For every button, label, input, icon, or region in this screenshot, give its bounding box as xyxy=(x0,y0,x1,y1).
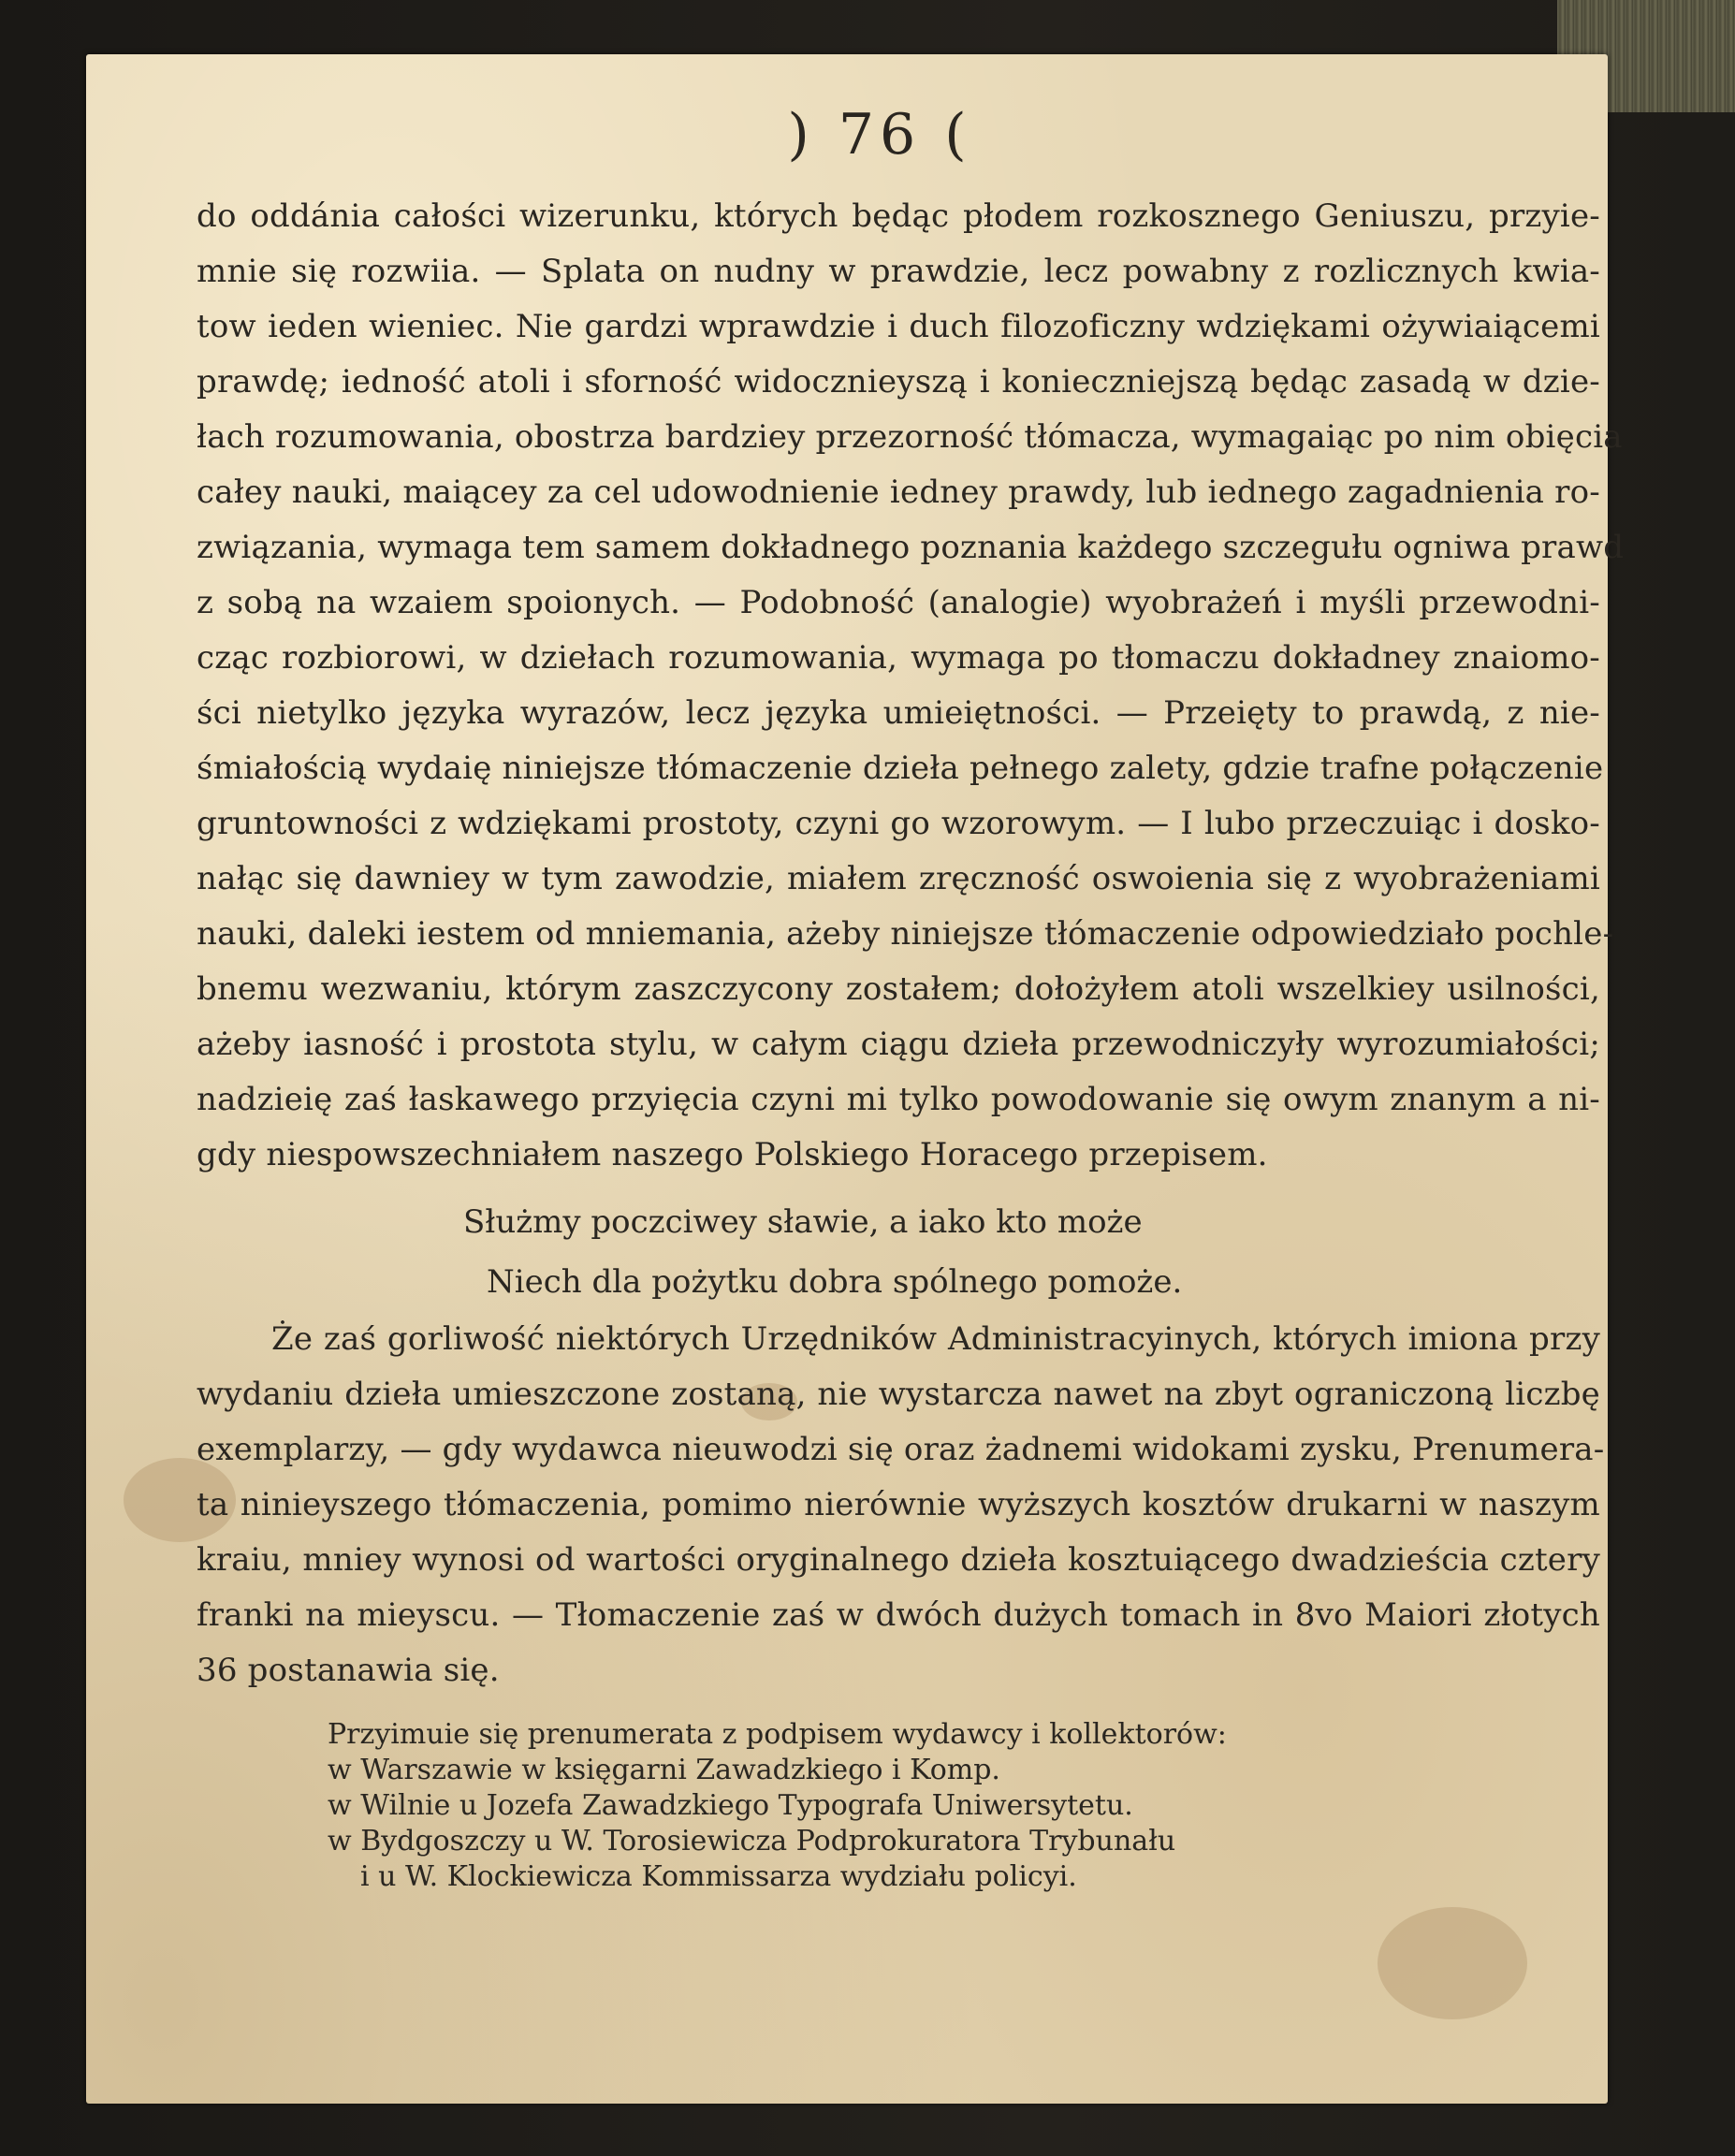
text-line: franki na mieyscu. — Tłomaczenie zaś w dwóch dużych tomach in 8vo Maiori złotych xyxy=(197,1596,1600,1634)
text-line: nadzieię zaś łaskawego przyięcia czyni mi tylko powodowanie się owym znanym a ni- xyxy=(197,1081,1600,1118)
text-line: wydaniu dzieła umieszczone zostaną, nie wystarcza nawet na zbyt ograniczoną liczbę xyxy=(197,1376,1600,1413)
text-line: mnie się rozwiia. — Splata on nudny w prawdzie, lecz powabny z rozlicznych kwia- xyxy=(197,253,1600,290)
text-line: gdy niespowszechniałem naszego Polskiego Horacego przepisem. xyxy=(197,1136,1268,1173)
text-line: gruntowności z wdziękami prostoty, czyni go wzorowym. — I lubo przeczuiąc i dosko- xyxy=(197,805,1600,842)
text-line: 36 postanawia się. xyxy=(197,1652,500,1689)
text-line: Że zaś gorliwość niektórych Urzędników Administracyinych, których imiona przy xyxy=(271,1320,1600,1358)
notice-line: w Bydgoszczy u W. Torosiewicza Podprokuratora Trybunału xyxy=(328,1825,1176,1857)
paper-stain xyxy=(1378,1907,1527,2019)
text-line: bnemu wezwaniu, którym zaszczycony zostałem; dołożyłem atoli wszelkiey usilności, xyxy=(197,970,1600,1008)
page-text xyxy=(197,101,1625,1895)
text-line: całey nauki, maiącey za cel udowodnienie iedney prawdy, lub iednego zagadnienia ro- xyxy=(197,473,1600,511)
spacer xyxy=(197,1183,1600,1192)
text-line: ta ninieyszego tłómaczenia, pomimo nierównie wyższych kosztów drukarni w naszym xyxy=(197,1486,1600,1523)
verse-quote xyxy=(197,1192,1600,1312)
text-line: cząc rozbiorowi, w dziełach rozumowania, wymaga po tłomaczu dokładney znaiomo- xyxy=(197,639,1600,677)
notice-line: w Wilnie u Jozefa Zawadzkiego Typografa Uniwersytetu. xyxy=(328,1789,1133,1822)
document-page xyxy=(86,54,1625,2104)
text-line: kraiu, mniey wynosi od wartości oryginalnego dzieła kosztuiącego dwadzieścia cztery xyxy=(197,1541,1600,1579)
notice-line: w Warszawie w księgarni Zawadzkiego i Komp. xyxy=(328,1754,1000,1786)
text-line: nauki, daleki iestem od mniemania, ażeby niniejsze tłómaczenie odpowiedziało pochle- xyxy=(197,915,1614,953)
verse-line: Niech dla pożytku dobra spólnego pomoże. xyxy=(487,1263,1183,1301)
text-line: ażeby iasność i prostota stylu, w całym ciągu dzieła przewodniczyły wyrozumiałości; xyxy=(197,1026,1600,1063)
paragraph-2 xyxy=(197,1312,1605,1698)
text-line: śmiałością wydaię niniejsze tłómaczenie dzieła pełnego zalety, gdzie trafne połączenie xyxy=(197,750,1604,787)
text-line: tow ieden wieniec. Nie gardzi wprawdzie i duch filozoficzny wdziękami ożywiaiącemi xyxy=(197,308,1600,345)
text-line: ści nietylko języka wyrazów, lecz języka umieiętności. — Przeięty to prawdą, z nie- xyxy=(197,694,1600,732)
paragraph-1 xyxy=(197,189,1625,1183)
text-line: nałąc się dawniey w tym zawodzie, miałem zręczność oswoienia się z wyobrażeniami xyxy=(197,860,1600,897)
page-number: ) 76 ( xyxy=(787,102,972,168)
text-line: związania, wymaga tem samem dokładnego poznania każdego szczegułu ogniwa prawd xyxy=(197,529,1625,566)
text-line: exemplarzy, — gdy wydawca nieuwodzi się oraz żadnemi widokami zysku, Prenumera- xyxy=(197,1431,1605,1468)
text-line: do oddánia całości wizerunku, których będąc płodem rozkosznego Geniuszu, przyie- xyxy=(197,197,1600,235)
notice-line: Przyimuie się prenumerata z podpisem wydawcy i kollektorów: xyxy=(328,1718,1227,1751)
text-line: prawdę; iedność atoli i sforność widocznieyszą i konieczniejszą będąc zasadą w dzie- xyxy=(197,363,1600,401)
text-line: z sobą na wzaiem spoionych. — Podobność (analogie) wyobrażeń i myśli przewodni- xyxy=(197,584,1600,621)
notice-line: i u W. Klockiewicza Kommissarza wydziału policyi. xyxy=(360,1860,1077,1893)
spacer xyxy=(197,1698,1600,1717)
subscription-notice xyxy=(197,1717,1600,1895)
verse-line: Służmy poczciwey sławie, a iako kto może xyxy=(463,1203,1143,1241)
text-line: łach rozumowania, obostrza bardziey przezorność tłómacza, wymagaiąc po nim obięcia xyxy=(197,418,1623,456)
